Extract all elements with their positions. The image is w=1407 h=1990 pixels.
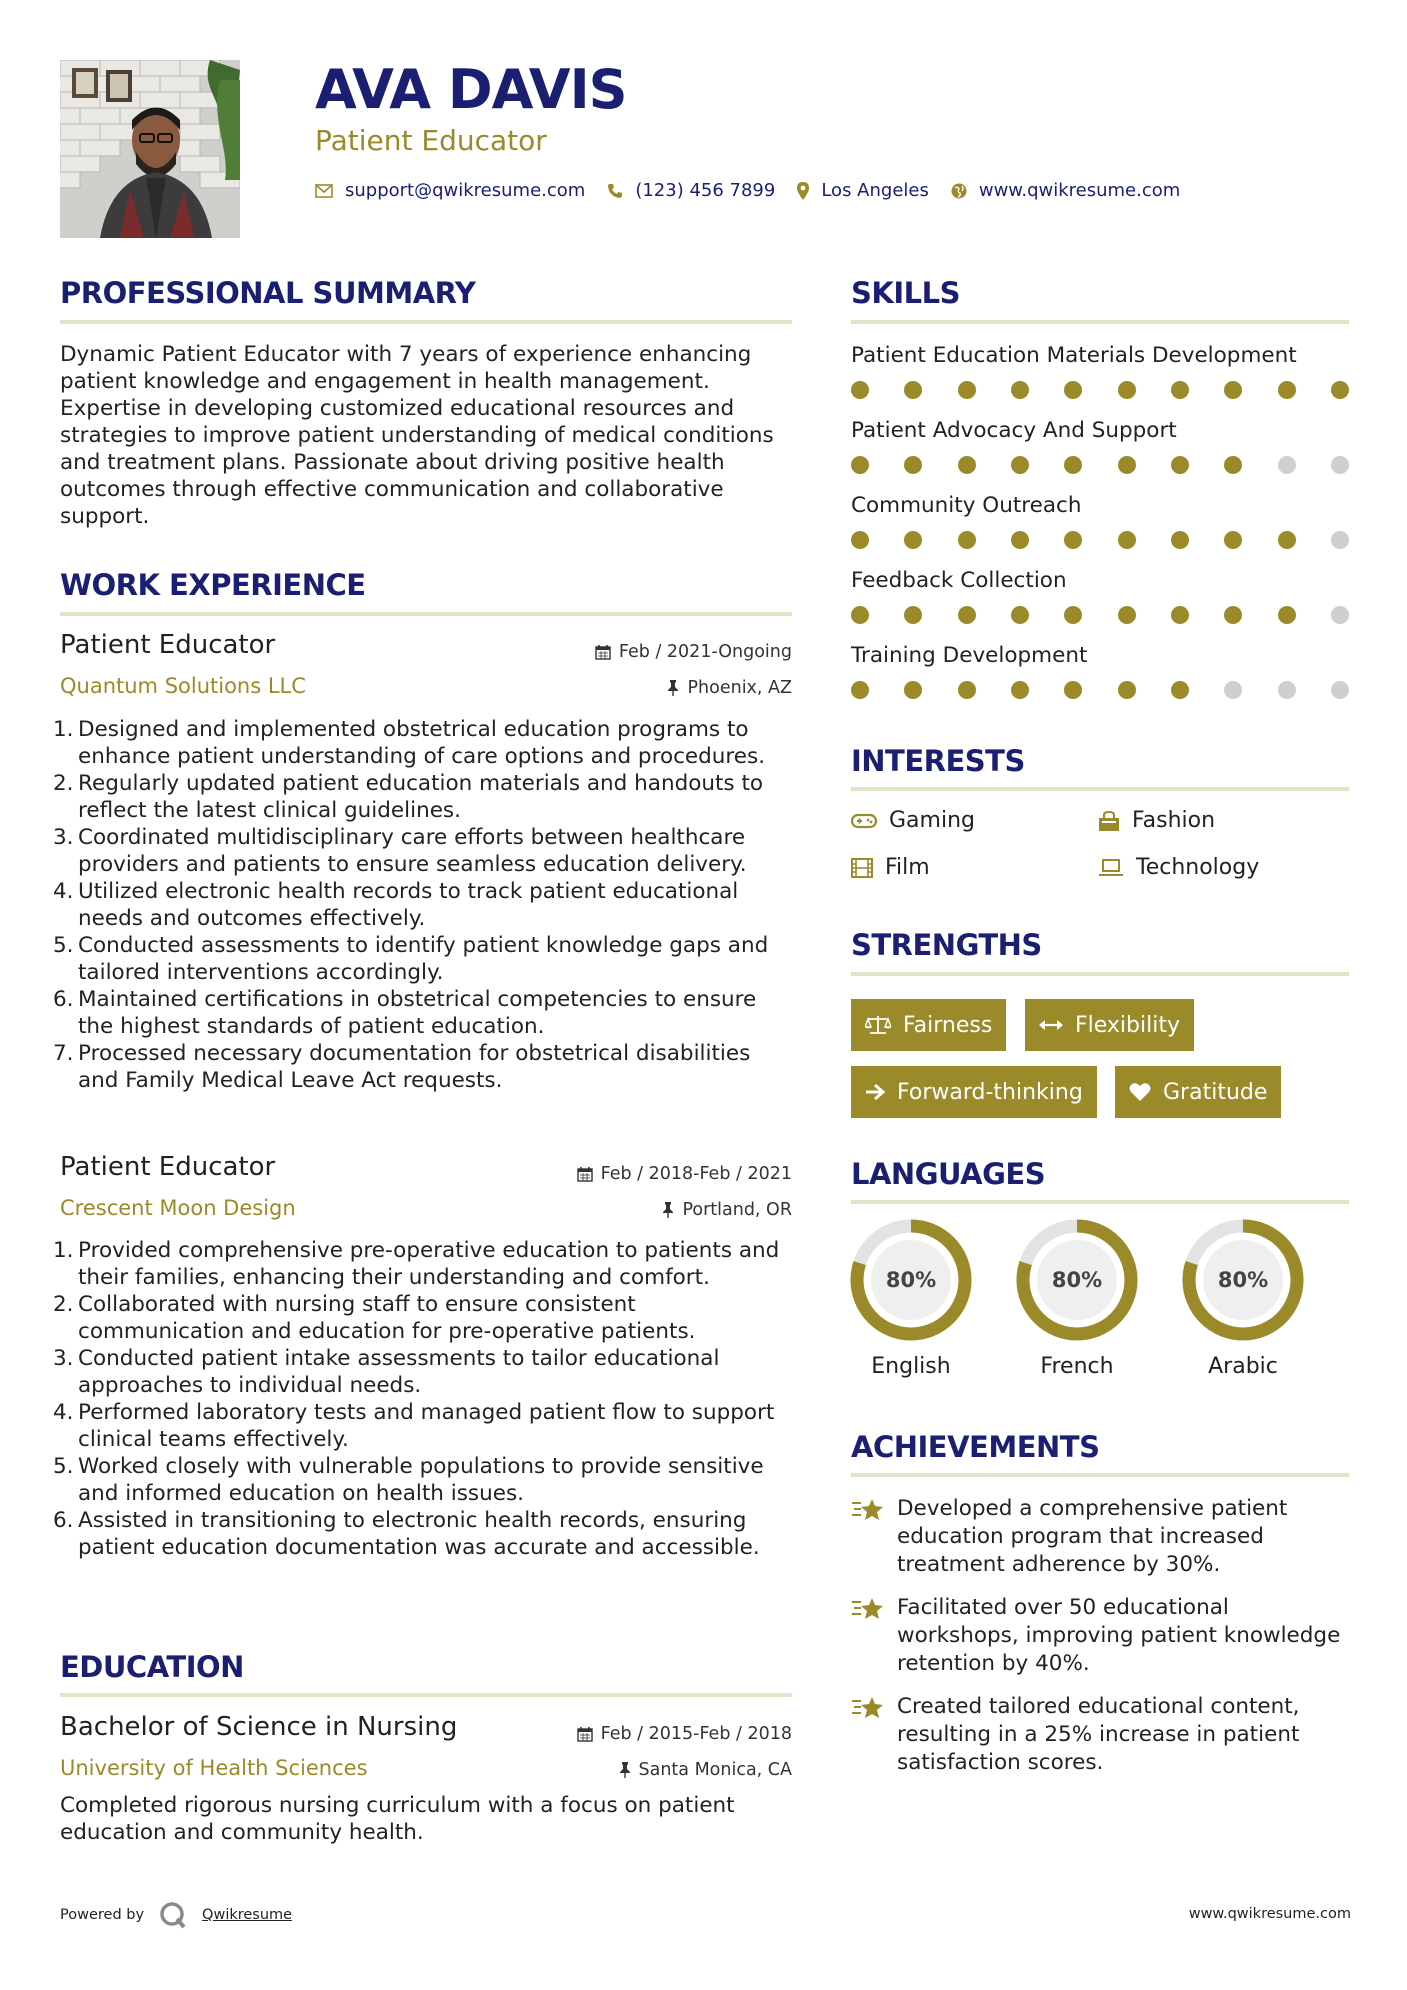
powered-by-text: Powered by [60,1907,145,1923]
calendar-icon [577,1726,593,1742]
skill-dot [1011,681,1029,699]
list-item: 3. Coordinated multidisciplinary care efforts between healthcare providers and patients to ensure seamless education delivery. [53,825,747,877]
job-location-text: Portland, OR [682,1200,792,1220]
arrows-horizontal-icon [1039,1019,1063,1031]
skill-dot [1064,681,1082,699]
degree-title: Bachelor of Science in Nursing [60,1712,458,1742]
achievement-item: Created tailored educational content, resulting in a 25% increase in patient satisfaction scores. [851,1693,1351,1777]
skill-dot [1118,681,1136,699]
skill-dot [1064,606,1082,624]
map-pin-icon [797,182,809,200]
job-title: Patient Educator [60,1152,276,1182]
interest-item: Film [851,855,930,880]
skill-rating [851,531,1349,551]
job-company: Quantum Solutions LLC [60,674,306,698]
job-location [667,678,792,698]
interests-heading: INTERESTS [851,744,1025,778]
skill-dot [1224,681,1242,699]
work-divider [60,612,792,616]
skill-dot [1064,381,1082,399]
skill-dot [958,681,976,699]
language-item [849,1218,973,1379]
skill-dot [851,531,869,549]
candidate-title: Patient Educator [315,124,547,157]
skill-dot [1011,606,1029,624]
languages-divider [851,1200,1349,1204]
interest-item: Fashion [1098,808,1215,833]
skill-rating [851,606,1349,626]
list-item: 1. Designed and implemented obstetrical education programs to enhance patient understanding of care options and procedures. [53,717,766,769]
heart-icon [1129,1082,1151,1102]
shopping-bag-icon [1098,811,1120,831]
profile-photo [60,60,240,238]
skill-dot [1011,381,1029,399]
job-dates [595,642,792,662]
skill-dot [1331,606,1349,624]
shooting-star-icon [851,1695,885,1721]
skill-dot [851,381,869,399]
candidate-name: AVA DAVIS [315,58,627,121]
contact-email[interactable] [315,180,585,201]
skill-name: Feedback Collection [851,568,1067,593]
skill-dot [851,681,869,699]
education-location [619,1760,793,1780]
job-dates-text: Feb / 2021-Ongoing [618,642,792,662]
skill-dot [1331,681,1349,699]
skill-dot [904,681,922,699]
job-company: Crescent Moon Design [60,1196,296,1220]
job-dates-text: Feb / 2018-Feb / 2021 [600,1164,792,1184]
skill-dot [1278,456,1296,474]
language-percent: 80% [1051,1268,1103,1292]
skill-dot [1278,606,1296,624]
skill-dot [1064,531,1082,549]
interest-item: Gaming [851,808,975,833]
job-title: Patient Educator [60,630,276,660]
list-item: 6. Maintained certifications in obstetrical competencies to ensure the highest standards of patient education. [53,987,757,1039]
contact-website-text: www.qwikresume.com [978,180,1181,201]
contact-website[interactable] [951,180,1180,201]
language-item [1015,1218,1139,1379]
skills-heading: SKILLS [851,276,960,310]
list-item: 3. Conducted patient intake assessments to tailor educational approaches to individual needs. [53,1346,720,1398]
skills-divider [851,320,1349,324]
laptop-icon [1098,859,1124,877]
list-item: 5. Conducted assessments to identify patient knowledge gaps and tailored interventions accordingly. [53,933,769,985]
job-location-text: Phoenix, AZ [687,678,792,698]
envelope-icon [315,184,333,198]
skill-name: Community Outreach [851,493,1082,518]
footer-website[interactable]: www.qwikresume.com [1188,1906,1351,1922]
job-entry [60,630,792,680]
globe-icon [951,183,967,199]
contact-phone-text: (123) 456 7899 [635,180,776,201]
skill-dot [904,381,922,399]
skill-dot [904,531,922,549]
gamepad-icon [851,813,877,829]
summary-text: Dynamic Patient Educator with 7 years of experience enhancing patient knowledge and engagement in health management. Expertise in developing customized educational resources and strategies to improve patient understanding of medical conditions and treatment plans. Passionate about driving positive health outcomes through effective communication and collaborative support. [60,342,774,529]
languages-heading: LANGUAGES [851,1157,1046,1191]
skill-dot [851,456,869,474]
job-location [662,1200,792,1220]
summary-divider [60,320,792,324]
job-bullets [53,716,796,1094]
skill-rating [851,456,1349,476]
qwikresume-logo-icon [158,1900,188,1930]
language-name: English [871,1354,951,1379]
pushpin-icon [619,1762,631,1778]
strengths-heading: STRENGTHS [851,928,1042,962]
skill-dot [1171,456,1189,474]
arrow-right-icon [865,1083,885,1101]
footer-branding [60,1900,292,1930]
skill-dot [1331,456,1349,474]
skill-dot [1011,456,1029,474]
skill-dot [904,606,922,624]
education-description: Completed rigorous nursing curriculum with a focus on patient education and community health. [60,1793,735,1845]
brand-link[interactable]: Qwikresume [202,1907,293,1923]
list-item: 4. Performed laboratory tests and managed patient flow to support clinical teams effectively. [53,1400,775,1452]
skill-dot [1171,606,1189,624]
language-percent: 80% [885,1268,937,1292]
achievement-item: Developed a comprehensive patient education program that increased treatment adherence by 30%. [851,1495,1351,1579]
pushpin-icon [667,680,679,696]
skill-dot [1171,681,1189,699]
shooting-star-icon [851,1497,885,1523]
job-entry [60,1152,792,1202]
balance-scale-icon [865,1015,891,1035]
summary-heading: PROFESSIONAL SUMMARY [60,276,476,310]
language-percent: 80% [1217,1268,1269,1292]
skill-dot [1224,456,1242,474]
skill-dot [1118,531,1136,549]
skill-name: Training Development [851,643,1088,668]
calendar-icon [595,644,611,660]
achievement-item: Facilitated over 50 educational workshops, improving patient knowledge retention by 40%. [851,1594,1351,1678]
school-name: University of Health Sciences [60,1756,368,1780]
education-divider [60,1693,792,1697]
skill-dot [1118,456,1136,474]
list-item: 5. Worked closely with vulnerable populations to provide sensitive and informed education on health issues. [53,1454,764,1506]
strength-chip: Forward-thinking [851,1066,1097,1118]
achievements-heading: ACHIEVEMENTS [851,1430,1100,1464]
skill-dot [1224,606,1242,624]
strength-chip: Gratitude [1115,1066,1281,1118]
achievements-divider [851,1473,1349,1477]
skill-dot [958,456,976,474]
strength-chip: Fairness [851,999,1006,1051]
language-name: French [1040,1354,1114,1379]
strengths-divider [851,972,1349,976]
pushpin-icon [662,1202,674,1218]
skill-name: Patient Education Materials Development [851,343,1297,368]
skill-dot [904,456,922,474]
shooting-star-icon [851,1596,885,1622]
contact-location [797,180,929,201]
list-item: 1. Provided comprehensive pre-operative education to patients and their families, enhancing their understanding and comfort. [53,1238,780,1290]
list-item: 2. Regularly updated patient education materials and handouts to reflect the latest clinical guidelines. [53,771,764,823]
job-bullets [53,1237,796,1561]
skill-name: Patient Advocacy And Support [851,418,1177,443]
skill-dot [1171,531,1189,549]
skill-dot [851,606,869,624]
skill-dot [1278,531,1296,549]
list-item: 7. Processed necessary documentation for obstetrical disabilities and Family Medical Leave Act requests. [53,1041,751,1093]
skill-dot [958,381,976,399]
skill-rating [851,681,1349,701]
calendar-icon [577,1166,593,1182]
skill-dot [1331,531,1349,549]
education-heading: EDUCATION [60,1650,244,1684]
skill-dot [1064,456,1082,474]
skill-dot [1278,681,1296,699]
contact-phone[interactable] [607,180,775,201]
interest-item: Technology [1098,855,1259,880]
skill-dot [1224,531,1242,549]
skill-dot [1278,381,1296,399]
list-item: 6. Assisted in transitioning to electronic health records, ensuring patient education documentation was accurate and accessible. [53,1508,760,1560]
skill-dot [1224,381,1242,399]
skill-dot [958,606,976,624]
language-item [1181,1218,1305,1379]
strength-chip: Flexibility [1025,999,1194,1051]
list-item: 2. Collaborated with nursing staff to ensure consistent communication and education for pre-operative patients. [53,1292,696,1344]
education-entry [60,1712,792,1762]
phone-icon [607,183,623,199]
list-item: 4. Utilized electronic health records to track patient educational needs and outcomes effectively. [53,879,739,931]
skill-rating [851,381,1349,401]
film-icon [851,858,873,878]
work-heading: WORK EXPERIENCE [60,568,366,602]
contact-location-text: Los Angeles [821,180,929,201]
skill-dot [1331,381,1349,399]
education-dates [577,1724,792,1744]
skill-dot [1118,381,1136,399]
contact-bar [315,180,1202,201]
skill-dot [958,531,976,549]
job-dates [577,1164,792,1184]
education-dates-text: Feb / 2015-Feb / 2018 [600,1724,792,1744]
skill-dot [1011,531,1029,549]
education-location-text: Santa Monica, CA [638,1760,792,1780]
interests-divider [851,787,1349,791]
skill-dot [1171,381,1189,399]
contact-email-text: support@qwikresume.com [345,180,586,201]
skill-dot [1118,606,1136,624]
language-name: Arabic [1208,1354,1278,1379]
